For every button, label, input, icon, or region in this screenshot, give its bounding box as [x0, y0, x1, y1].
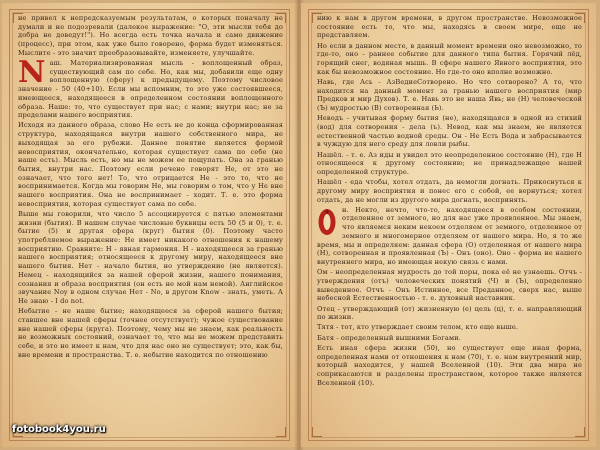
paragraph-with-initial: [18, 55, 283, 120]
paragraph: нию к нам в другом времени, в другом пространстве. Невозможное состояние есть то, что мы, находясь в своем мире, еще не представляем.: [317, 14, 582, 40]
paragraph: Есть иная сфера жизни (50), но существует еще иная форма, определенная нами от отношения к нам (70), т. е. нам внутренний мир, который находится, у нашей Вселенной (10). Эти два мира не соприкасаются и разделены пространством, которое также является Вселенной (10).: [317, 343, 582, 387]
watermark: fotobook4you.ru: [12, 424, 106, 435]
paragraph: Навь, где Ась - АзВедиеСотворено. Но что сотворено? А то, что находится на данный момент за гранью нашего восприятия (мир Предков и мир Духов). Т. е. Навь это не наша Явь; не (Н) человеческой (Ъ) мудростью (В) сотворенная (Ь).: [317, 77, 582, 113]
paragraph: Ом - неопределенная мудрость до той поры, пока её не узнаешь. Отчъ - утверждения (отъ) человеческих понятий (Ч) и (Ъ), определенно выведенное. Отчъ - Онъ Истинное, все Преданное, сверх нас, выше небесной Естественностью - т. е. духовный наставник.: [317, 268, 582, 303]
left-page-text: [18, 14, 283, 439]
left-page: [2, 3, 297, 447]
right-page: [301, 3, 596, 447]
paragraph: Исходя из данного образа, слово Не есть не до конца сформированная структура, находящаяся внутри нашего собственного мира, не выходящая за его рубежи. Данное понятие является формой невосприятия, окончательно, которая существует сама по себе (не наше есть). Мысль есть, но мы не можем ее пощупать. Она за гранью бытия, внутри нас. Поэтому если речено говорят Не, от это не означает, что того нет! То, что отрицается Не - это то, что не воспринимается. Когда мы говорим Не, мы говорим о том, что у Не вне нашего восприятия. Она не воспринимает - ходит. Т. е. это форма невосприятия, которая существует сама по себе.: [18, 121, 283, 208]
right-page-text: [317, 14, 582, 439]
paragraph: Небытие - не наше бытие; находящееся за сферой нашего бытия; ставшее вне нашей сферы (точнее отсутствует); чужое существование вне нашей сферы (круга). Поэтому, чему мы не знаем, как реальность не возможных состояний, означает то, что мы не можем представить себе, и это не имеет к нам, что для нас оно не существует; это, как бы, вне времени и пространства. Т. е. небытие находится по отношению: [18, 307, 283, 359]
drop-cap-initial: N: [18, 55, 46, 91]
paragraph: Но если в данном месте, в данный момент времени оно невозможно, то где-то, оно - раннее событие для данного типа бытия. Горячий лёд, горящий снег, водяная мышь. В сфере нашего Явного восприятия, это как бы невозможное состояние. Но где-то оно вполне возможно.: [317, 41, 582, 76]
paragraph: Тятя - тот, кто утверждает своим телом, кто еще выше.: [317, 323, 519, 332]
paragraph: Батя - определенный вышними Богами.: [317, 333, 462, 342]
paragraph: не привел к непредсказуемым результатам, о которых поначалу не думали и не подозревали (далекое выражение: "О, эти мысли тебя до добра не доведут!"). Но всегда есть точка начала и само движение (процесс), при этом, как уже было говорено, форма будет изменяться. Мыслите - это значит преобразовывайте, изменяете, улучшайте.: [18, 14, 283, 57]
paragraph: Неводъ - учитывая форму бытия (не), находящаяся в одной из стихий (вод) для сотворения - дела (ъ). Невод, как мы знаем, не является естественной частью водной среды. Он - Не Есть Вода и забрасывается в чуждую для него среду для ловли рыбы.: [317, 114, 582, 149]
paragraph: н. Некто, нечто, что-то, находящееся в особом состоянии, отделенное от земного, но для нас уже проявленное. Мы знаем, что являемся неким некоем отделяем от земного, отделенное от земного и многомерное отделяем от нашего мира. Но, я то же время, мы и определяем: данная сфера (О) отделенная от нашего мира (Н), сотворенная и проявленная (Ъ) - Онъ (оно). Оно - форма не нашего внутреннего мира, но имеющая некую связь с нами.: [317, 205, 582, 266]
paragraph: Нашёл - еда чтобы, хотел отдать, да немогли догнать. Прикоснуться к другому миру восприятия и понес его с собой, ее вернуться; хотел отдать, да не могли из другого мира догнать, воспринять.: [317, 178, 582, 204]
paragraph: Отец - утверждающий (от) жизненную (е) цель (ц), т. е. направляющий по жизни.: [317, 304, 582, 322]
paragraph: аш. Материализированная мысль - воплощенный образ, существующий сам по себе. Но, как мы, добавили еще одну воплощенную (сферу) к предыдущему. Поэтому числовое значение - 50 (40+10). Если мы вспомним, то это уже состоявшееся, имеющееся, находящееся в определенном состоянии воплощенного образа. Наше: то, что существует при нас; с нами; внутри нас; не за пределами нашего восприятия.: [18, 59, 283, 120]
drop-cap-o-icon: [317, 207, 337, 237]
paragraph-with-initial: [317, 206, 582, 267]
paragraph: Выше мы говорили, что число 5 ассоциируется с пятью элементами жизни (бытия). В нашем случае числовые буквицы есть 50 (5 и 0), т. е. бытие (5) и другая сфера (круг) бытия (0). Поэтому часто употребляемое выражение: Не имеет никакого отношения к нашему восприятию. Сравните: Н - явная гармония. Н - находящееся за гранью нашего восприятия; относящееся к другому миру, находящееся вне нашего бытия. Нет - начало бытия, но утверждение (не является). Немец - находящийся за нашей сферой жизни, нашего понимания, сознания и образа восприятия (он есть не мой нам немой). Английское звучание Noy в одном случае Нет - No, в другом Know - знать, уметь. А Не знаю - I do not.: [18, 209, 283, 305]
paragraph: Нашёл. - т. е. Аз иды и увидел это неопределенное состояние (Н), где Н относящееся к другому состоянию; не принадлежащее нашей определенной структуре.: [317, 150, 582, 176]
